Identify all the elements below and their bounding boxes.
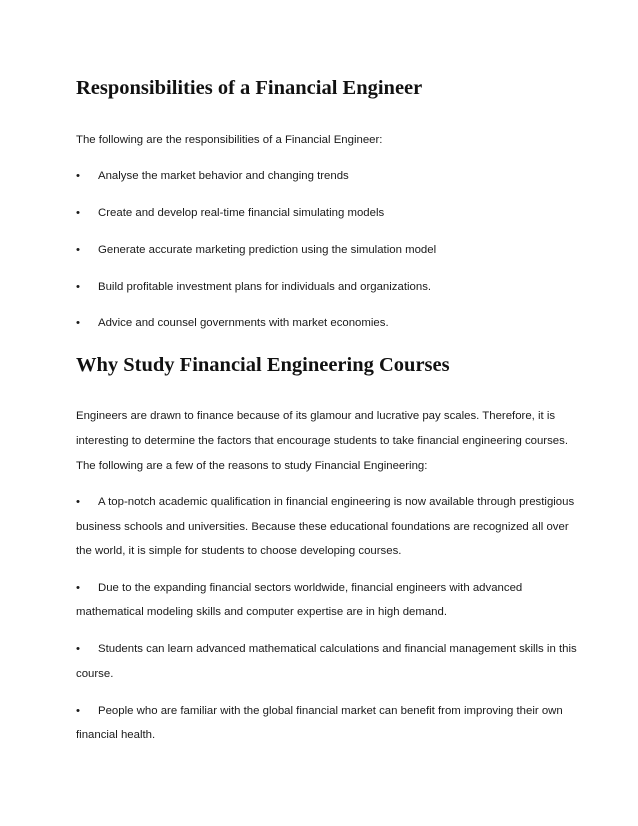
bullet-icon: •: [76, 207, 80, 219]
section-heading-why-study: Why Study Financial Engineering Courses: [76, 354, 450, 376]
responsibility-item-text: Generate accurate marketing prediction using the simulation model: [98, 244, 437, 256]
reason-item-text: Due to the expanding financial sectors worldwide, financial engineers with advanced: [98, 582, 523, 594]
reason-item-continuation: business schools and universities. Because these educational foundations are recognized all over: [76, 521, 569, 533]
responsibility-item-text: Build profitable investment plans for individuals and organizations.: [98, 281, 432, 293]
responsibility-item: [76, 279, 431, 295]
reason-item-continuation: the world, it is simple for students to choose developing courses.: [76, 545, 402, 557]
responsibility-item: [76, 315, 389, 331]
bullet-icon: •: [76, 170, 80, 182]
bullet-icon: •: [76, 582, 80, 594]
why-study-intro-line: The following are a few of the reasons to study Financial Engineering:: [76, 460, 428, 472]
responsibility-item-text: Create and develop real-time financial simulating models: [98, 207, 385, 219]
responsibility-item-text: Analyse the market behavior and changing trends: [98, 170, 349, 182]
reason-item-first-line: [76, 580, 522, 596]
bullet-icon: •: [76, 643, 80, 655]
bullet-icon: •: [76, 281, 80, 293]
reason-item-continuation: course.: [76, 668, 114, 680]
why-study-intro-line: Engineers are drawn to finance because of its glamour and lucrative pay scales. Therefore, it is: [76, 410, 556, 422]
bullet-icon: •: [76, 705, 80, 717]
bullet-icon: •: [76, 496, 80, 508]
reason-item-continuation: financial health.: [76, 729, 156, 741]
why-study-intro-line: interesting to determine the factors that encourage students to take financial engineering courses.: [76, 435, 568, 447]
responsibilities-intro: The following are the responsibilities of a Financial Engineer:: [76, 134, 383, 146]
reason-item-text: People who are familiar with the global financial market can benefit from improving their own: [98, 705, 563, 717]
responsibility-item: [76, 168, 349, 184]
responsibility-item-text: Advice and counsel governments with market economies.: [98, 317, 389, 329]
reason-item-text: A top-notch academic qualification in financial engineering is now available through prestigious: [98, 496, 575, 508]
bullet-icon: •: [76, 244, 80, 256]
reason-item-first-line: [76, 641, 577, 657]
reason-item-first-line: [76, 703, 563, 719]
reason-item-first-line: [76, 494, 574, 510]
reason-item-text: Students can learn advanced mathematical calculations and financial management skills in this: [98, 643, 577, 655]
responsibility-item: [76, 242, 436, 258]
section-heading-responsibilities: Responsibilities of a Financial Engineer: [76, 77, 423, 99]
responsibility-item: [76, 205, 384, 221]
bullet-icon: •: [76, 317, 80, 329]
reason-item-continuation: mathematical modeling skills and computer expertise are in high demand.: [76, 606, 448, 618]
